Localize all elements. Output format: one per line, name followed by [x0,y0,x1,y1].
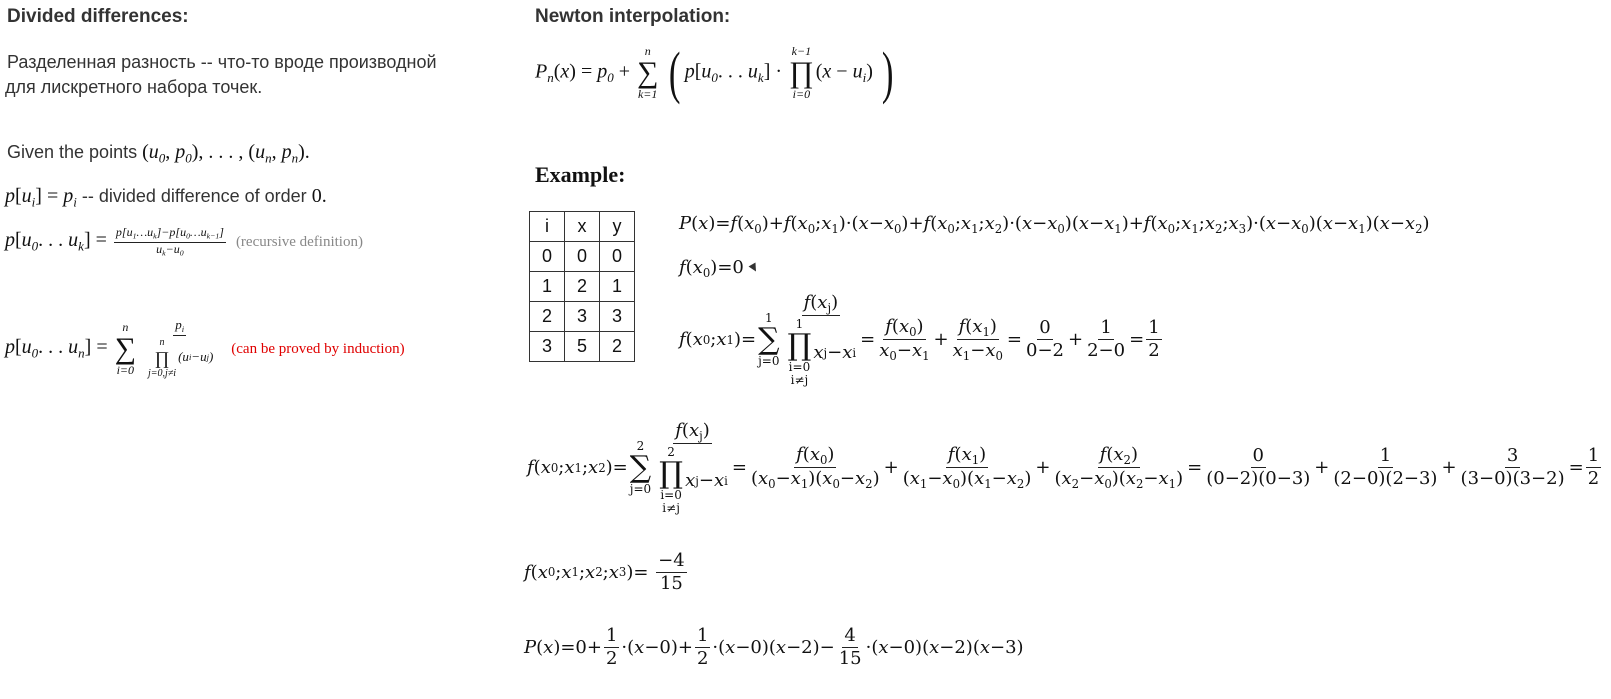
f-x0-value: 0 [732,257,744,278]
order-zero-value: 0. [311,185,327,207]
table-cell: 2 [565,272,600,302]
f-x0-x1-result: 1 2 [1148,317,1160,362]
table-row [530,332,635,362]
table-cell: 3 [565,302,600,332]
final-polynomial: P ( x )=0+ 1 2 ·( x −0)+ 1 2 ·( x −0)( x −2)− 4 15 ·( x −0)( x −2)( x −3) [524,625,1024,669]
divided-differences-heading: Divided differences: [7,6,189,27]
f-x0-x1-x2-result: 1 2 [1587,445,1600,490]
recursive-note: (recursive definition) [235,233,363,250]
f-x0-x1-x2-x3-result: −4 15 [658,550,685,594]
table-row [530,242,635,272]
order-zero-formula: $p[u_i] = p_i$ [5,185,77,210]
recursive-definition: $p[u_0$. . . $u_k$] = $\frac{p[u_1\dots u_k]-p[u_0\dots u_{k-1}]}{u_k-u_0}$ (recursive definition) [5,225,363,258]
table-header-cell: x [565,212,600,242]
example-heading: Example: [535,162,626,187]
table-cell: 5 [565,332,600,362]
table-header-cell: y [600,212,635,242]
given-prefix: Given the points [7,142,138,162]
closed-form-definition: $p[u_0$. . . $u_n$] = n ∑ i=0 $p_i$ n ∏ j=0,j≠i (u i −u j ) (can be proved by induction) [5,317,405,379]
newton-polynomial-formula: $P_n(x) = p_0$ + n ∑ k=1 ( $p[u_0$. . . $u_k$] · k−1 ∏ i=0 $(x - u_i)$ ) [535,40,894,105]
table-cell: 1 [530,272,565,302]
table-cell: 3 [600,302,635,332]
table-header-cell: i [530,212,565,242]
mouse-cursor-icon [748,263,759,274]
intro-paragraph [5,50,437,100]
newton-interpolation-heading: Newton interpolation: [535,6,731,27]
order-zero-suffix: -- divided difference of order [81,186,307,206]
newton-expansion-formula: $P(x)=f(x_0)+f(x_0;x_1)\cdot(x-x_0)+f(x_0;x_1;x_2)\cdot(x-x_0)(x-x_1)+f(x_0;x_1;x_2;x_3)\cdot(x-x_0)(x-x_1)(x-x_2)$ [679,213,1430,237]
points-table [529,211,635,362]
f-x0-x1-x2-formula: f ( x 0 ; x 1 ; x 2 )= 2 ∑ j=0 $f(x_j)$ 2 ∏ i=0 i≠j x j − x i = $f(x_0)$ $(x_0-x_1)(x_0-x_2)$ + $f(x_1)$ $(x_1-x_0)(x_1-x_2)$ + $f(x_2)$ $(x_2-x_0)(x_2-x_1)$ = 0 (0−2)(0−3) + 1 (2−0)(2−3) + 3 (3−0)(3−2) = 1 2 [527,420,1600,516]
f-x0-x1-formula: f ( x 0 ; x 1 )= 1 ∑ j=0 $f(x_j)$ 1 ∏ i=0 i≠j x j − x i = $f(x_0)$ $x_0-x_1$ + $f(x_1)$ $x_1-x_0$ = 0 0−2 + 1 2−0 = 1 2 [679,292,1160,388]
table-cell: 1 [600,272,635,302]
f-x0-line: $f(x_0)=0$ [679,257,758,280]
table-cell: 2 [600,332,635,362]
given-points-math: ($u_0$, $p_0$), . . . , ($u_n$, $p_n$). [142,141,310,166]
table-cell: 0 [600,242,635,272]
intro-line-1: Разделенная разность -- что-то вроде производной [7,52,437,72]
table-header-row [530,212,635,242]
table-cell: 2 [530,302,565,332]
induction-note: (can be proved by induction) [231,340,405,357]
given-points-line [7,140,310,171]
table-cell: 0 [530,242,565,272]
table-row [530,272,635,302]
table-cell: 3 [530,332,565,362]
f-x0-x1-x2-x3-line: f ( x 0 ; x 1 ; x 2 ; x 3 )= −4 15 [524,550,685,594]
intro-line-2: для лискретного набора точек. [5,77,263,97]
table-cell: 0 [565,242,600,272]
table-row [530,302,635,332]
order-zero-line [5,184,327,215]
